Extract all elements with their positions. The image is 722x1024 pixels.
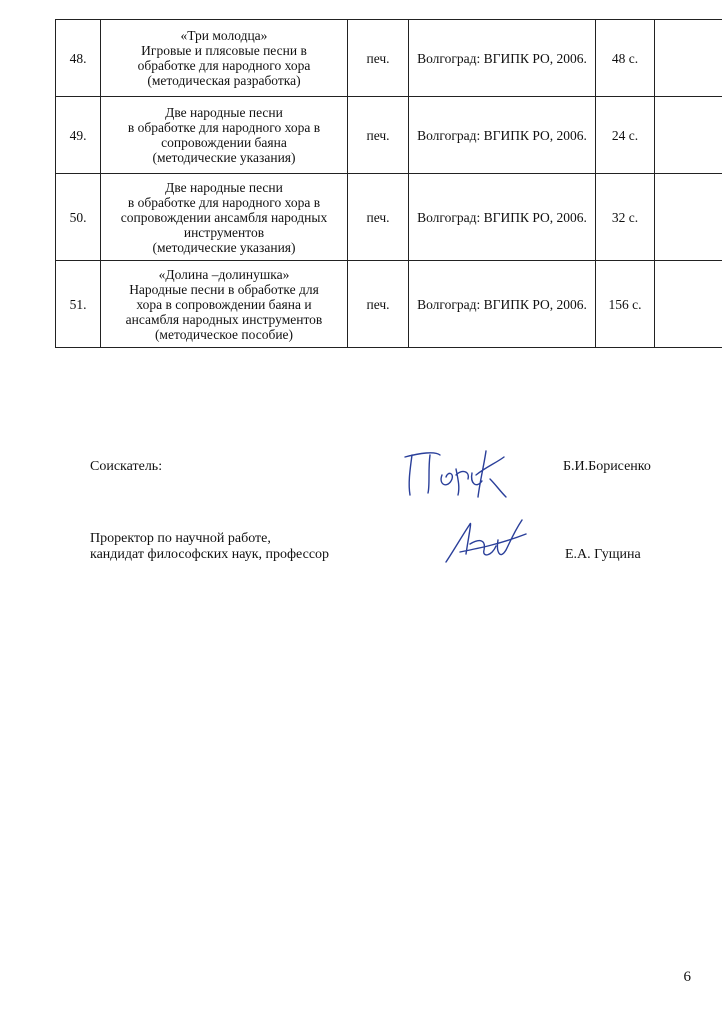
prorector-name: Е.А. Гущина [565, 547, 641, 562]
applicant-label: Соискатель: [90, 459, 163, 474]
table-row [56, 261, 722, 348]
entry-publisher: Волгоград: ВГИПК РО, 2006. [409, 20, 596, 97]
prorector-line-2: кандидат философских наук, профессор [90, 547, 330, 562]
entry-type: печ. [348, 97, 409, 174]
entry-type: печ. [348, 20, 409, 97]
title-line: сопровождении баяна [161, 135, 287, 150]
entry-number: 51. [56, 261, 101, 348]
title-line: (методическое пособие) [154, 326, 294, 342]
entry-coauthors [655, 261, 722, 348]
title-line: «Долина –долинушка» [158, 266, 290, 282]
entry-title [101, 261, 348, 348]
entry-title [101, 97, 348, 174]
applicant-signature [400, 445, 510, 500]
title-line: Две народные песни [165, 179, 283, 195]
title-line: в обработке для народного хора в [127, 194, 321, 210]
title-line: хора в сопровождении баяна и [136, 296, 312, 312]
title-line: (методические указания) [152, 239, 296, 255]
entry-publisher: Волгоград: ВГИПК РО, 2006. [409, 174, 596, 261]
entry-coauthors [655, 174, 722, 261]
title-line: в обработке для народного хора в [127, 120, 321, 135]
entry-number: 49. [56, 97, 101, 174]
entry-type: печ. [348, 261, 409, 348]
title-line: обработке для народного хора [137, 58, 311, 73]
prorector-title [90, 531, 329, 563]
table-row [56, 97, 722, 174]
entry-title [101, 20, 348, 97]
title-line: (методические указания) [152, 150, 296, 165]
table-row [56, 20, 722, 97]
entry-number: 50. [56, 174, 101, 261]
entry-pages: 32 с. [596, 174, 655, 261]
title-line: Две народные песни [165, 105, 283, 120]
title-line: (методическая разработка) [147, 73, 301, 88]
entry-publisher: Волгоград: ВГИПК РО, 2006. [409, 97, 596, 174]
title-line: «Три молодца» [180, 28, 268, 43]
entry-number: 48. [56, 20, 101, 97]
title-line: ансамбля народных инструментов [125, 311, 323, 327]
entry-pages: 24 с. [596, 97, 655, 174]
prorector-line-1: Проректор по научной работе, [90, 531, 271, 546]
applicant-name: Б.И.Борисенко [563, 459, 651, 474]
title-line: Игровые и плясовые песни в [141, 43, 307, 58]
publications-table [55, 19, 722, 348]
entry-title [101, 174, 348, 261]
title-line: инструментов [183, 224, 265, 240]
entry-publisher: Волгоград: ВГИПК РО, 2006. [409, 261, 596, 348]
entry-coauthors [655, 97, 722, 174]
entry-coauthors [655, 20, 722, 97]
title-line: сопровождении ансамбля народных [120, 209, 328, 225]
entry-pages: 48 с. [596, 20, 655, 97]
entry-type: печ. [348, 174, 409, 261]
title-line: Народные песни в обработке для [129, 281, 319, 297]
table-row [56, 174, 722, 261]
page-number: 6 [683, 969, 691, 985]
entry-pages: 156 с. [596, 261, 655, 348]
prorector-signature [440, 510, 530, 570]
